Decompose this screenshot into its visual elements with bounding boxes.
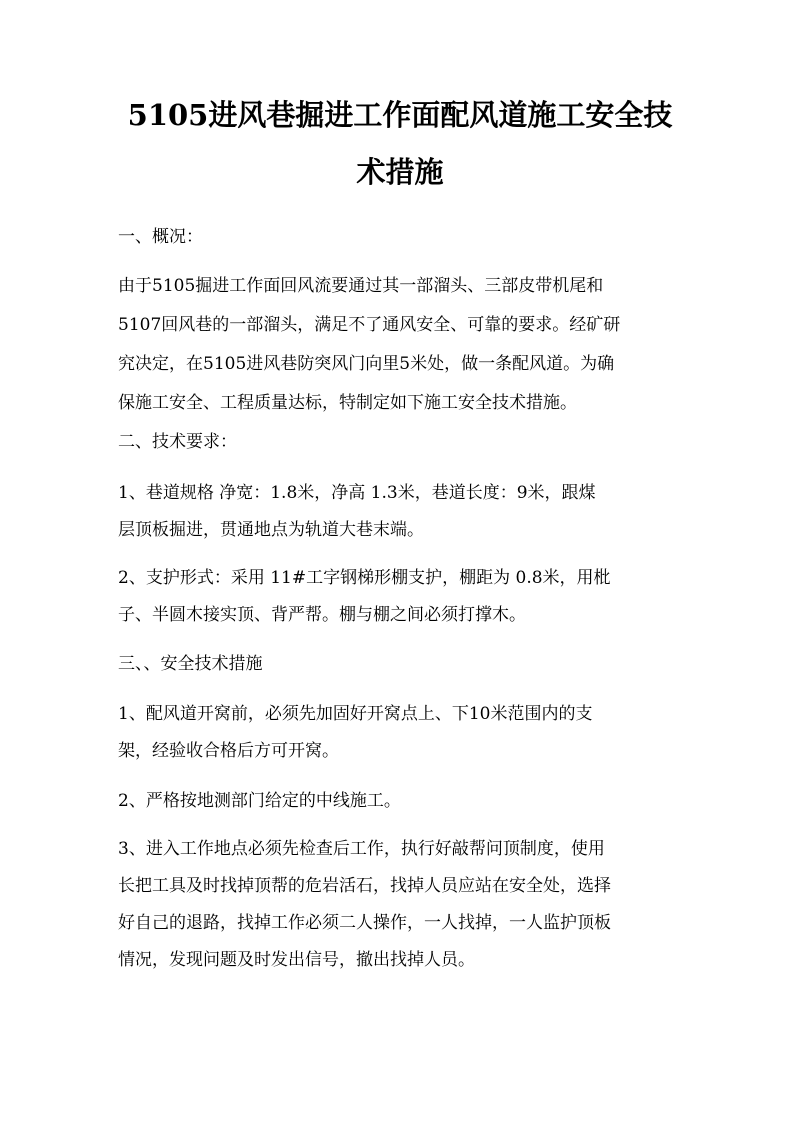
overview-paragraph-line: 保施工安全、工程质量达标，特制定如下施工安全技术措施。	[118, 393, 577, 413]
technical-item-1-line: 1、巷道规格 净宽：1.8米，净高 1.3米，巷道长度：9米，跟煤	[118, 483, 596, 503]
safety-item-1-line: 架，经验收合格后方可开窝。	[118, 741, 339, 761]
technical-item-2-line: 子、半圆木接实顶、背严帮。棚与棚之间必须打撑木。	[118, 605, 526, 625]
document-title-line-1: 5105进风巷掘进工作面配风道施工安全技	[127, 98, 673, 132]
section-heading-technical: 二、技术要求：	[118, 432, 237, 452]
technical-item-1-line: 层顶板掘进，贯通地点为轨道大巷末端。	[118, 520, 424, 540]
safety-item-1-line: 1、配风道开窝前，必须先加固好开窝点上、下10米范围内的支	[118, 704, 593, 724]
overview-paragraph-line: 由于5105掘进工作面回风流要通过其一部溜头、三部皮带机尾和	[118, 276, 604, 296]
safety-item-3-line: 情况，发现问题及时发出信号，撤出找掉人员。	[118, 950, 475, 970]
overview-paragraph-line: 究决定，在5105进风巷防突风门向里5米处，做一条配风道。为确	[118, 354, 615, 374]
section-heading-overview: 一、概况：	[118, 227, 203, 247]
overview-paragraph-line: 5107回风巷的一部溜头，满足不了通风安全、可靠的要求。经矿研	[118, 315, 621, 335]
technical-item-2-line: 2、支护形式：采用 11#工字钢梯形棚支护，棚距为 0.8米，用枇	[118, 568, 611, 588]
safety-item-3-line: 好自己的退路，找掉工作必须二人操作，一人找掉，一人监护顶板	[118, 913, 611, 933]
section-heading-safety: 三、、安全技术措施	[118, 654, 263, 674]
document-title-line-2: 术措施	[356, 155, 444, 189]
safety-item-3-line: 3、进入工作地点必须先检查后工作，执行好敲帮问顶制度，使用	[118, 839, 605, 859]
safety-item-3-line: 长把工具及时找掉顶帮的危岩活石，找掉人员应站在安全处，选择	[118, 876, 611, 896]
safety-item-2-line: 2、严格按地测部门给定的中线施工。	[118, 791, 401, 811]
